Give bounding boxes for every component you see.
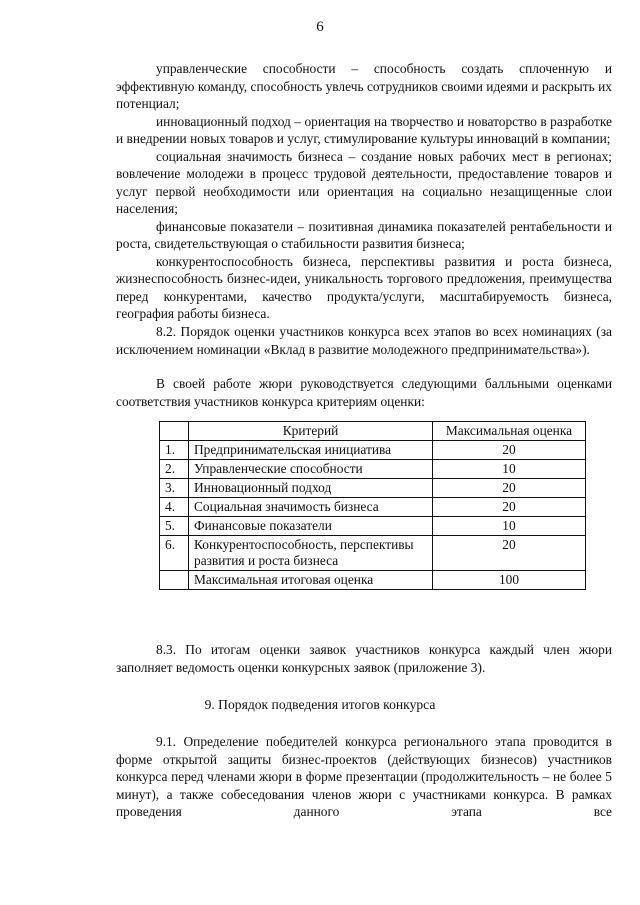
total-label: Максимальная итоговая оценка	[189, 571, 433, 590]
row-max: 20	[433, 536, 586, 571]
row-number: 3.	[160, 479, 189, 498]
table-row	[160, 441, 586, 460]
table-row	[160, 460, 586, 479]
row-criterion: Социальная значимость бизнеса	[189, 498, 433, 517]
paragraph-9-1-text: 9.1. Определение победителей конкурса регионального этапа проводится в форме открытой защиты бизнес-проектов (действующих бизнесов) участников конкурса перед членами жюри в форме презентации (продолжительность – не более 5 минут), а также собеседования членов жюри с участниками конкурса. В рамках проведения данного этапа все	[116, 734, 612, 819]
section-9-title: 9. Порядок подведения итогов конкурса	[204, 697, 436, 712]
row-criterion: Предпринимательская инициатива	[189, 441, 433, 460]
total-number-cell	[160, 571, 189, 590]
total-value: 100	[433, 571, 586, 590]
criteria-item: финансовые показатели – позитивная динамика показателей рентабельности и роста, свидетельствующая о стабильности развития бизнеса;	[116, 218, 612, 251]
row-number: 5.	[160, 517, 189, 536]
row-number: 1.	[160, 441, 189, 460]
criteria-table	[159, 421, 586, 590]
paragraph-8-2-text: 8.2. Порядок оценки участников конкурса всех этапов во всех номинациях (за исключением номинации «Вклад в развитие молодежного предпринимательства»).	[116, 324, 612, 357]
table-row	[160, 536, 586, 571]
criteria-item: конкурентоспособность бизнеса, перспективы развития и роста бизнеса, жизнеспособность бизнес-идеи, уникальность торгового предложения, преимущества перед конкурентами, качество продукта/услуги, масштабируемость бизнеса, география работы бизнеса.	[116, 253, 612, 321]
row-number: 6.	[160, 536, 189, 571]
row-criterion: Управленческие способности	[189, 460, 433, 479]
table-header-criterion: Критерий	[189, 422, 433, 441]
row-number: 4.	[160, 498, 189, 517]
row-max: 20	[433, 479, 586, 498]
row-criterion: Финансовые показатели	[189, 517, 433, 536]
row-max: 20	[433, 498, 586, 517]
page-number: 6	[316, 19, 324, 35]
criteria-item: управленческие способности – способность создать сплоченную и эффективную команду, способность увлечь сотрудников своими идеями и раскрыть их потенциал;	[116, 61, 612, 111]
table-header-row	[160, 422, 586, 441]
row-criterion: Конкурентоспособность, перспективы развития и роста бизнеса	[189, 536, 433, 571]
row-max: 20	[433, 441, 586, 460]
paragraph-8-2	[116, 323, 612, 358]
table-header-max: Максимальная оценка	[433, 422, 586, 441]
criteria-item: социальная значимость бизнеса – создание новых рабочих мест в регионах; вовлечение молодежи в процесс трудовой деятельности, предоставление товаров и услуг первой необходимости или ориентация на социально незащищенные слои населения;	[116, 148, 612, 216]
table-total-row	[160, 571, 586, 590]
paragraph-jury	[116, 375, 612, 410]
paragraph-8-3	[116, 641, 612, 676]
paragraph-8-3-text: 8.3. По итогам оценки заявок участников конкурса каждый член жюри заполняет ведомость оценки конкурсных заявок (приложение 3).	[116, 642, 612, 675]
row-number: 2.	[160, 460, 189, 479]
row-max: 10	[433, 517, 586, 536]
row-criterion: Инновационный подход	[189, 479, 433, 498]
paragraph-9-1	[116, 733, 612, 821]
table-row	[160, 479, 586, 498]
criteria-item: инновационный подход – ориентация на творчество и новаторство в разработке и внедрении новых товаров и услуг, стимулирование культуры инноваций в компании;	[116, 113, 612, 146]
table-header-num	[160, 422, 189, 441]
table-row	[160, 517, 586, 536]
row-max: 10	[433, 460, 586, 479]
paragraph-jury-text: В своей работе жюри руководствуется следующими балльными оценками соответствия участников конкурса критериям оценки:	[116, 376, 612, 409]
criteria-list	[116, 60, 612, 323]
table-row	[160, 498, 586, 517]
